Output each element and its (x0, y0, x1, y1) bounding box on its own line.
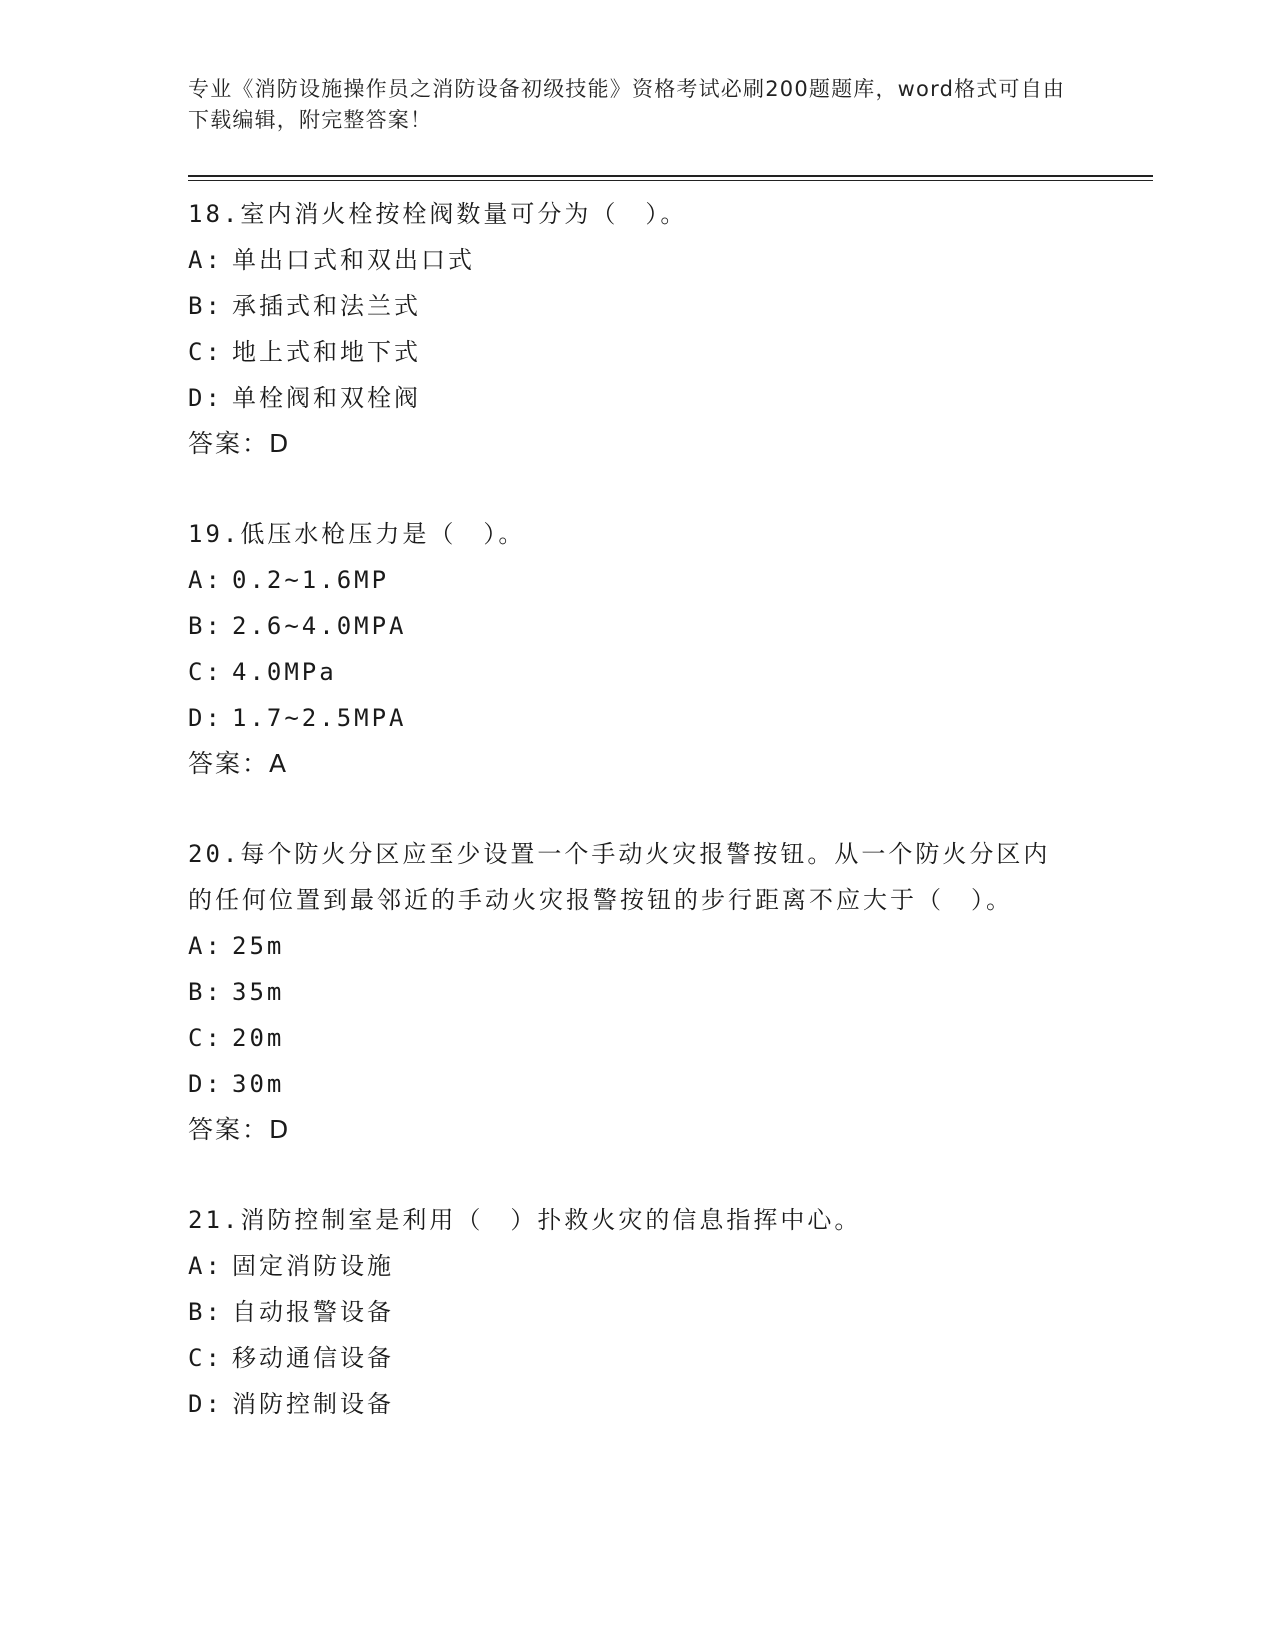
document-header: 专业《消防设施操作员之消防设备初级技能》资格考试必刷200题题库，word格式可自由下载编辑，附完整答案！ (188, 77, 1066, 132)
option-d (188, 695, 1088, 741)
question-21 (188, 1197, 1088, 1427)
option-key: B: (188, 292, 223, 320)
option-text: 承插式和法兰式 (232, 292, 421, 320)
option-b (188, 1289, 1088, 1335)
question-18 (188, 191, 1088, 467)
option-a (188, 923, 1088, 969)
question-stem: 19.低压水枪压力是（ ）。 (188, 520, 526, 548)
question-stem: 18.室内消火栓按栓阀数量可分为（ ）。 (188, 200, 688, 228)
option-d (188, 375, 1088, 421)
option-key: D: (188, 1070, 223, 1098)
option-text: 4.0MPa (232, 658, 337, 686)
option-c (188, 1015, 1088, 1061)
option-key: D: (188, 704, 223, 732)
option-b (188, 969, 1088, 1015)
option-text: 单栓阀和双栓阀 (232, 384, 421, 412)
option-key: A: (188, 566, 223, 594)
option-key: A: (188, 1252, 223, 1280)
header-divider-thin (188, 180, 1153, 181)
option-key: B: (188, 612, 223, 640)
option-key: C: (188, 658, 223, 686)
option-a (188, 557, 1088, 603)
option-a (188, 237, 1088, 283)
option-b (188, 283, 1088, 329)
option-c (188, 329, 1088, 375)
option-text: 35m (232, 978, 285, 1006)
option-text: 自动报警设备 (232, 1298, 394, 1326)
question-list (188, 191, 1088, 1471)
question-20 (188, 831, 1088, 1153)
option-key: B: (188, 978, 223, 1006)
option-text: 0.2~1.6MP (232, 566, 390, 594)
option-text: 1.7~2.5MPA (232, 704, 407, 732)
option-text: 地上式和地下式 (232, 338, 421, 366)
answer-label: 答案：D (188, 429, 291, 458)
option-text: 20m (232, 1024, 285, 1052)
option-text: 25m (232, 932, 285, 960)
question-stem: 20.每个防火分区应至少设置一个手动火灾报警按钮。从一个防火分区内的任何位置到最邻近的手动火灾报警按钮的步行距离不应大于（ ）。 (188, 840, 1051, 914)
header-divider-thick (188, 175, 1153, 177)
option-key: D: (188, 384, 223, 412)
option-text: 30m (232, 1070, 285, 1098)
option-key: B: (188, 1298, 223, 1326)
option-key: A: (188, 932, 223, 960)
option-text: 固定消防设施 (232, 1252, 394, 1280)
option-b (188, 603, 1088, 649)
option-key: C: (188, 338, 223, 366)
option-d (188, 1381, 1088, 1427)
question-19 (188, 511, 1088, 787)
option-c (188, 1335, 1088, 1381)
option-key: C: (188, 1024, 223, 1052)
option-d (188, 1061, 1088, 1107)
option-key: D: (188, 1390, 223, 1418)
answer-label: 答案：D (188, 1115, 291, 1144)
option-a (188, 1243, 1088, 1289)
option-key: C: (188, 1344, 223, 1372)
option-text: 消防控制设备 (232, 1390, 394, 1418)
option-c (188, 649, 1088, 695)
option-text: 移动通信设备 (232, 1344, 394, 1372)
option-text: 单出口式和双出口式 (232, 246, 475, 274)
question-stem: 21.消防控制室是利用（ ）扑救火灾的信息指挥中心。 (188, 1206, 862, 1234)
answer-label: 答案：A (188, 749, 289, 778)
option-text: 2.6~4.0MPA (232, 612, 407, 640)
option-key: A: (188, 246, 223, 274)
